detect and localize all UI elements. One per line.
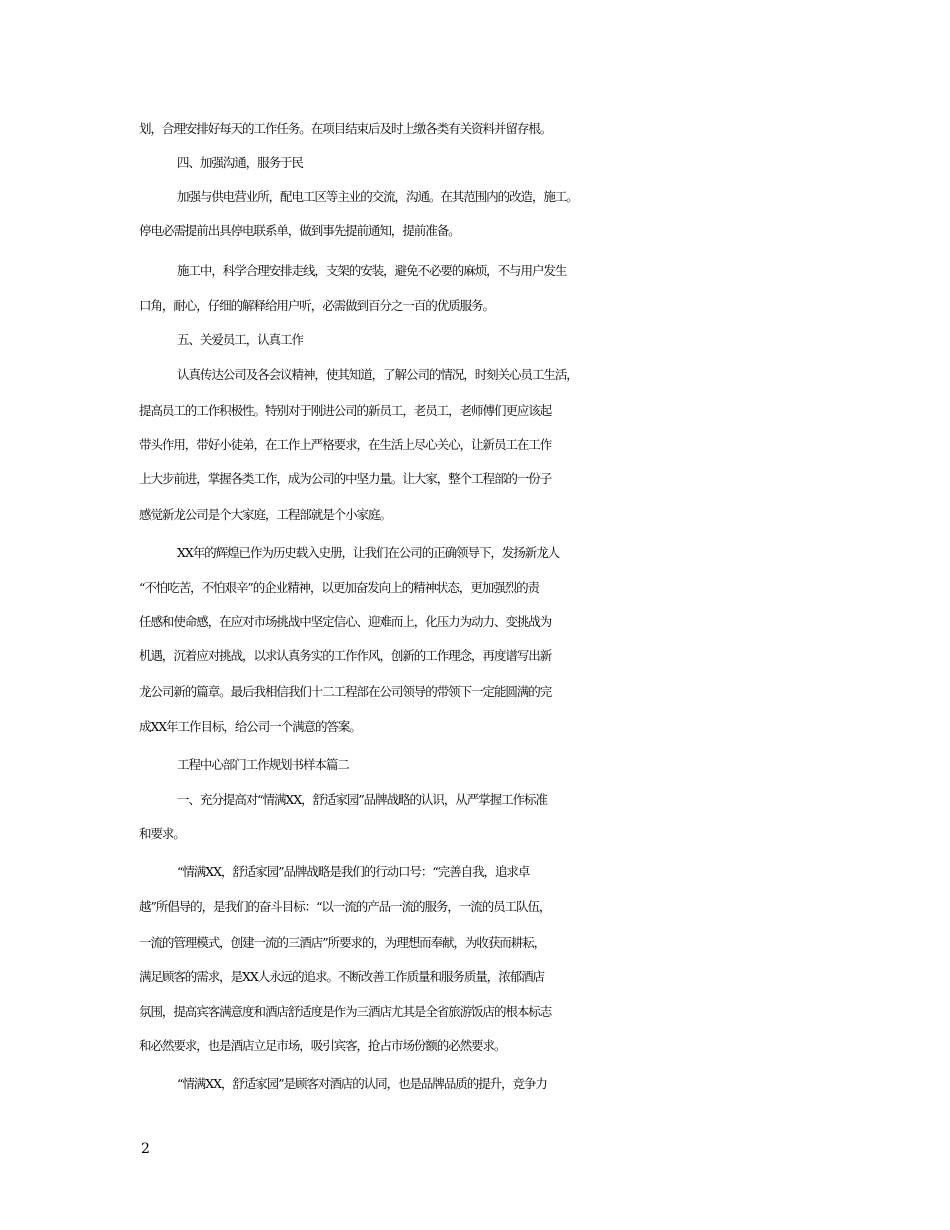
text-line: “情满XX，舒适家园”是顾客对酒店的认同，也是品牌品质的提升，竞争力 (177, 1076, 547, 1091)
section-title: 工程中心部门工作规划书样本篇二 (177, 757, 349, 772)
text-line: 和必然要求，也是酒店立足市场，吸引宾客，抢占市场份额的必然要求。 (139, 1038, 506, 1053)
text-line: 机遇，沉着应对挑战，以求认真务实的工作作风，创新的工作理念，再度谱写出新 (139, 648, 552, 663)
text-line: 感觉新龙公司是个大家庭，工程部就是个小家庭。 (139, 507, 391, 522)
text-line: 上大步前进，掌握各类工作，成为公司的中坚力量。让大家，整个工程部的一份子 (139, 471, 552, 486)
text-line: 认真传达公司及各会议精神，使其知道，了解公司的情况，时刻关心员工生活， (177, 367, 578, 382)
text-line: “不怕吃苦，不怕艰辛”的企业精神，以更加奋发向上的精神状态，更加强烈的责 (139, 580, 539, 595)
text-line: 停电必需提前出具停电联系单，做到事先提前通知，提前准备。 (139, 223, 460, 238)
text-line: 龙公司新的篇章。最后我相信我们十二工程部在公司领导的带领下一定能圆满的完 (139, 684, 552, 699)
section-heading: 四、加强沟通，服务于民 (177, 155, 303, 170)
text-line: 施工中，科学合理安排走线，支架的安装，避免不必要的麻烦，不与用户发生 (177, 263, 567, 278)
text-line: 任感和使命感，在应对市场挑战中坚定信心、迎难而上，化压力为动力、变挑战为 (139, 614, 552, 629)
text-line: 带头作用，带好小徒弟，在工作上严格要求，在生活上尽心关心，让新员工在工作 (139, 437, 552, 452)
section-heading-continued: 和要求。 (139, 826, 185, 841)
section-heading: 一、充分提高对“情满XX，舒适家园”品牌战略的认识，从严掌握工作标准 (177, 792, 547, 807)
text-line: 满足顾客的需求，是XX人永远的追求。不断改善工作质量和服务质量，浓郁酒店 (139, 969, 544, 984)
page-number: 2 (141, 1141, 150, 1157)
text-line: 氛围，提高宾客满意度和酒店舒适度是作为三酒店尤其是全省旅游饭店的根本标志 (139, 1004, 552, 1019)
text-line: 一流的管理模式，创建一流的三酒店”所要求的，为理想而奉献，为收获而耕耘， (139, 935, 546, 950)
text-line: 提高员工的工作积极性。特别对于刚进公司的新员工，老员工，老师傅们更应该起 (139, 403, 552, 418)
text-line: 成XX年工作目标，给公司一个满意的答案。 (139, 719, 361, 734)
section-heading: 五、关爱员工，认真工作 (177, 332, 303, 347)
text-line: 越”所倡导的，是我们的奋斗目标：“以一流的产品一流的服务，一流的员工队伍， (139, 899, 551, 914)
text-line: XX年的辉煌已作为历史载入史册，让我们在公司的正确领导下，发扬新龙人 (177, 545, 560, 560)
text-line: 加强与供电营业所，配电工区等主业的交流，沟通。在其范围内的改造，施工。 (177, 189, 578, 204)
text-line: 划，合理安排好每天的工作任务。在项目结束后及时上缴各类有关资料并留存根。 (139, 121, 552, 136)
text-line: 口角，耐心，仔细的解释给用户听，必需做到百分之一百的优质服务。 (139, 298, 494, 313)
text-line: “情满XX，舒适家园”品牌战略是我们的行动口号：“完善自我，追求卓 (177, 864, 530, 879)
